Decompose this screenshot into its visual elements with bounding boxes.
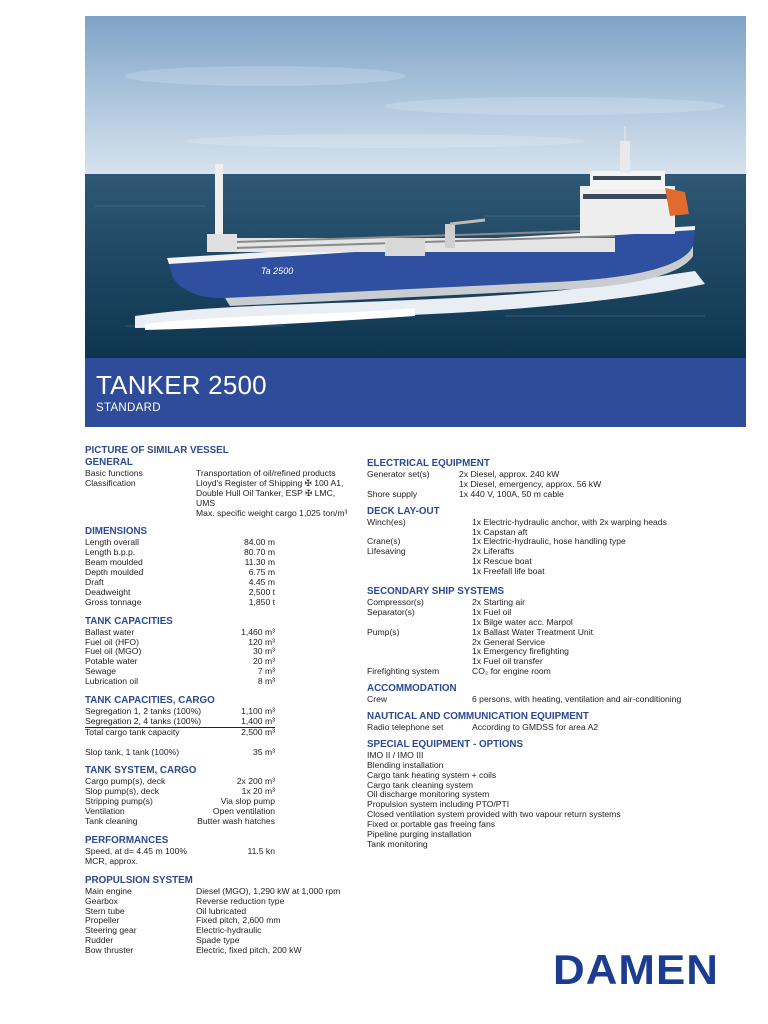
spec-row: Basic functions Transportation of oil/refined products xyxy=(85,468,336,478)
spec-row: Potable water 20 m³ xyxy=(85,656,275,667)
list-item: Tank monitoring xyxy=(367,838,428,849)
section-heading-electrical: ELECTRICAL EQUIPMENT xyxy=(367,458,490,469)
spec-row: Length b.p.p. 80.70 m xyxy=(85,547,275,558)
section-heading-propulsion: PROPULSION SYSTEM xyxy=(85,874,193,886)
spec-row: Classification Lloyd's Register of Shipping ✠ 100 A1, xyxy=(85,477,344,488)
spec-row: UMS xyxy=(196,497,216,508)
list-item: Blending installation xyxy=(367,759,444,770)
spec-row: Depth moulded 6.75 m xyxy=(85,567,275,578)
spec-row: Speed, at d= 4.45 m 100% 11.5 kn xyxy=(85,845,275,856)
vessel-photo xyxy=(85,16,746,358)
spec-row: Compressor(s) 2x Starting air xyxy=(367,597,526,608)
spec-row: 1x Emergency firefighting xyxy=(472,646,569,657)
spec-row: MCR, approx. xyxy=(85,855,139,866)
tanker-illustration xyxy=(85,16,746,358)
list-item: Oil discharge monitoring system xyxy=(367,789,490,800)
spec-row: Slop tank, 1 tank (100%) 35 m³ xyxy=(85,746,275,757)
spec-row: Crew 6 persons, with heating, ventilation and air-conditioning xyxy=(367,694,682,705)
damen-logo xyxy=(553,948,721,988)
list-item: Pipeline purging installation xyxy=(367,829,472,840)
spec-row: Separator(s) 1x Fuel oil xyxy=(367,606,512,617)
spec-row: Winch(es) 1x Electric-hydraulic anchor, with 2x warping heads xyxy=(367,516,667,527)
spec-row: Stripping pump(s) Via slop pump xyxy=(85,796,275,807)
spec-row: Pump(s) 1x Ballast Water Treatment Unit xyxy=(367,626,593,637)
spec-row: 1x Diesel, emergency, approx. 56 kW xyxy=(459,478,602,489)
logo-text: DAMEN xyxy=(553,948,719,988)
spec-row: Length overall 84.00 m xyxy=(85,537,275,548)
spec-row: Cargo pump(s), deck 2x 200 m³ xyxy=(85,776,275,787)
spec-row: Draft 4.45 m xyxy=(85,577,275,588)
title-band xyxy=(85,358,746,427)
spec-row: Deadweight 2,500 t xyxy=(85,586,275,597)
section-heading-performances: PERFORMANCES xyxy=(85,834,169,846)
spec-row: Slop pump(s), deck 1x 20 m³ xyxy=(85,786,275,797)
spec-row: Gross tonnage 1,850 t xyxy=(85,596,275,607)
section-heading-accommodation: ACCOMMODATION xyxy=(367,683,457,695)
spec-row: Propeller Fixed pitch, 2,600 mm xyxy=(85,915,281,926)
spec-row: Segregation 2, 4 tanks (100%) 1,400 m³ xyxy=(85,715,275,726)
section-heading-dimensions: DIMENSIONS xyxy=(85,526,148,538)
spec-row: Fuel oil (HFO) 120 m³ xyxy=(85,636,275,647)
spec-row: Generator set(s) 2x Diesel, approx. 240 kW xyxy=(367,469,560,479)
spec-row: Stern tube Oil lubricated xyxy=(85,905,247,916)
list-item: IMO II / IMO III xyxy=(367,749,424,760)
list-item: Cargo tank heating system + coils xyxy=(367,769,497,780)
right-column xyxy=(367,458,727,850)
spec-row: 1x Freefall life boat xyxy=(472,566,545,577)
spec-row: 1x Fuel oil transfer xyxy=(472,656,543,667)
section-heading-special: SPECIAL EQUIPMENT - OPTIONS xyxy=(367,738,524,750)
spec-row: 2x General Service xyxy=(472,636,546,647)
list-item: Cargo tank cleaning system xyxy=(367,779,474,790)
spec-row: Rudder Spade type xyxy=(85,935,240,946)
spec-row: 1x Capstan aft xyxy=(472,526,528,537)
section-heading-secondary: SECONDARY SHIP SYSTEMS xyxy=(367,586,505,598)
section-heading-deck: DECK LAY-OUT xyxy=(367,505,440,517)
hull-name-label: Ta 2500 xyxy=(261,266,294,276)
page-title: TANKER 2500 xyxy=(96,370,267,400)
spec-row: 1x Bilge water acc. Marpol xyxy=(472,616,573,627)
spec-row: Steering gear Electric-hydraulic xyxy=(85,925,262,936)
list-item: Propulsion system including PTO/PTI xyxy=(367,799,510,810)
list-item: Closed ventilation system provided with two vapour return systems xyxy=(367,809,621,820)
spec-row: Gearbox Reverse reduction type xyxy=(85,895,285,906)
spec-row: Main engine Diesel (MGO), 1,290 kW at 1,000 rpm xyxy=(85,885,341,896)
list-item: Fixed or portable gas freeing fans xyxy=(367,819,496,830)
spec-row: Sewage 7 m³ xyxy=(85,666,275,677)
left-column xyxy=(85,445,348,956)
spec-row: Radio telephone set According to GMDSS for area A2 xyxy=(367,722,599,733)
spec-row: Beam moulded 11.30 m xyxy=(85,557,275,568)
page-subtitle: STANDARD xyxy=(96,402,161,414)
spec-row: 1x Rescue boat xyxy=(472,556,532,567)
spec-row: Bow thruster Electric, fixed pitch, 200 kW xyxy=(85,945,302,956)
spec-row: Lifesaving 2x Liferafts xyxy=(367,546,515,557)
spec-row: Crane(s) 1x Electric-hydraulic, hose handling type xyxy=(367,536,626,547)
spec-row: Ventilation Open ventilation xyxy=(85,806,275,817)
spec-row-total: Total cargo tank capacity 2,500 m³ xyxy=(85,726,275,737)
section-heading-tank-system: TANK SYSTEM, CARGO xyxy=(85,765,197,777)
spec-row: Max. specific weight cargo 1,025 ton/m³ xyxy=(196,507,348,518)
spec-row: Ballast water 1,460 m³ xyxy=(85,626,275,637)
picture-label: PICTURE OF SIMILAR VESSEL xyxy=(85,445,229,456)
section-heading-tank-capacities: TANK CAPACITIES xyxy=(85,615,173,627)
spec-row: Fuel oil (MGO) 30 m³ xyxy=(85,646,275,657)
spec-row: Segregation 1, 2 tanks (100%) 1,100 m³ xyxy=(85,706,275,717)
spec-row: Double Hull Oil Tanker, ESP ✠ LMC, xyxy=(196,487,336,498)
section-heading-nautical: NAUTICAL AND COMMUNICATION EQUIPMENT xyxy=(367,711,589,723)
spec-row: Lubrication oil 8 m³ xyxy=(85,676,275,687)
spec-row: Tank cleaning Butter wash hatches xyxy=(85,816,275,827)
section-heading-tank-cargo: TANK CAPACITIES, CARGO xyxy=(85,695,215,707)
section-heading-general: GENERAL xyxy=(85,457,133,468)
spec-row: Firefighting system CO₂ for engine room xyxy=(367,666,551,677)
spec-row: Shore supply 1x 440 V, 100A, 50 m cable xyxy=(367,488,564,499)
